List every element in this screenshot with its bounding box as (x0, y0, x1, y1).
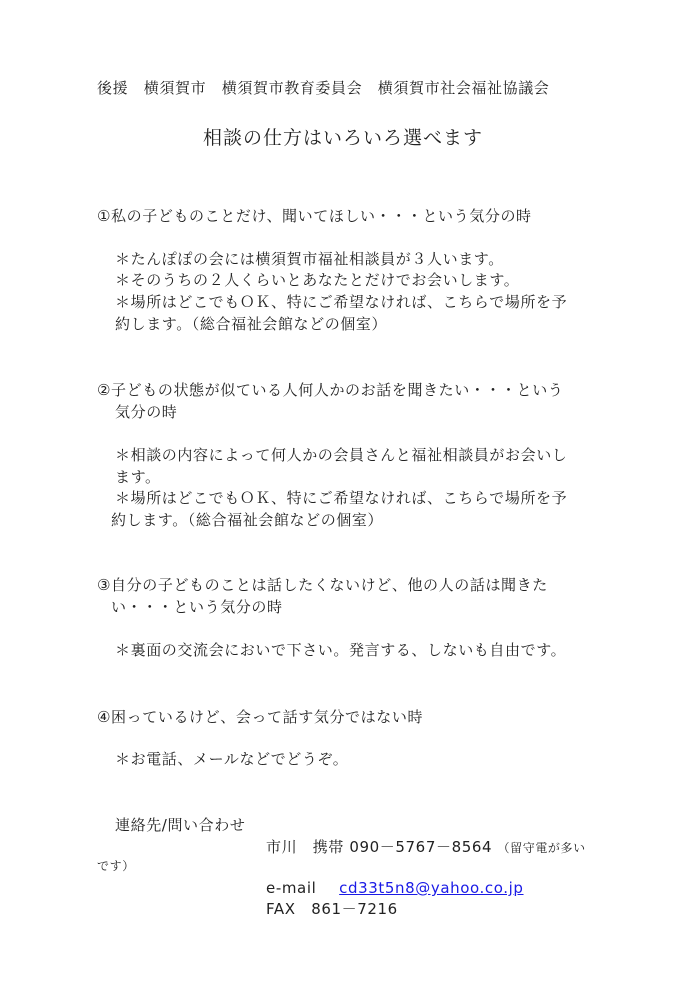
contact-email-row (266, 878, 524, 898)
sponsors-line: 後援 横須賀市 横須賀市教育委員会 横須賀市社会福祉協議会 (97, 79, 550, 97)
contact-phone (266, 837, 586, 858)
contact-fax: FAX 861－7216 (266, 900, 398, 918)
contact-phone-number: 市川 携帯 090－5767－8564 (266, 838, 493, 856)
contact-phone-note-continued: です） (97, 859, 135, 873)
section4-line: ＊お電話、メールなどでどうぞ。 (115, 750, 349, 768)
section1-line-1: ＊たんぽぽの会には横須賀市福祉相談員が３人います。 (115, 250, 504, 268)
section2-line-2: ます。 (115, 468, 161, 486)
section1-line-4: 約します。（総合福祉会館などの個室） (115, 315, 388, 333)
section4-heading: ④困っているけど、会って話す気分ではない時 (97, 708, 424, 726)
email-link[interactable]: cd33t5n8@yahoo.co.jp (339, 879, 524, 897)
section3-line: ＊裏面の交流会においで下さい。発言する、しないも自由です。 (115, 641, 567, 659)
section1-line-2: ＊そのうちの２人くらいとあなたとだけでお会いします。 (115, 271, 520, 289)
email-label: e-mail (266, 879, 317, 897)
section1-heading: ①私の子どものことだけ、聞いてほしい・・・という気分の時 (97, 207, 532, 225)
section2-line-4: 約します。（総合福祉会館などの個室） (111, 511, 384, 529)
contact-phone-note: （留守電が多い (497, 841, 586, 855)
section2-heading-1: ②子どもの状態が似ている人何人かのお話を聞きたい・・・という (97, 381, 564, 399)
section2-line-1: ＊相談の内容によって何人かの会員さんと福祉相談員がお会いし (115, 446, 568, 464)
contact-label: 連絡先/問い合わせ (115, 816, 246, 834)
section1-line-3: ＊場所はどこでもＯＫ、特にご希望なければ、こちらで場所を予 (115, 293, 568, 311)
page-title: 相談の仕方はいろいろ選べます (203, 127, 484, 149)
section2-heading-2: 気分の時 (115, 403, 178, 421)
section3-heading-2: い・・・という気分の時 (111, 598, 283, 616)
section3-heading-1: ③自分の子どものことは話したくないけど、他の人の話は聞きた (97, 576, 548, 594)
section2-line-3: ＊場所はどこでもＯＫ、特にご希望なければ、こちらで場所を予 (115, 489, 568, 507)
